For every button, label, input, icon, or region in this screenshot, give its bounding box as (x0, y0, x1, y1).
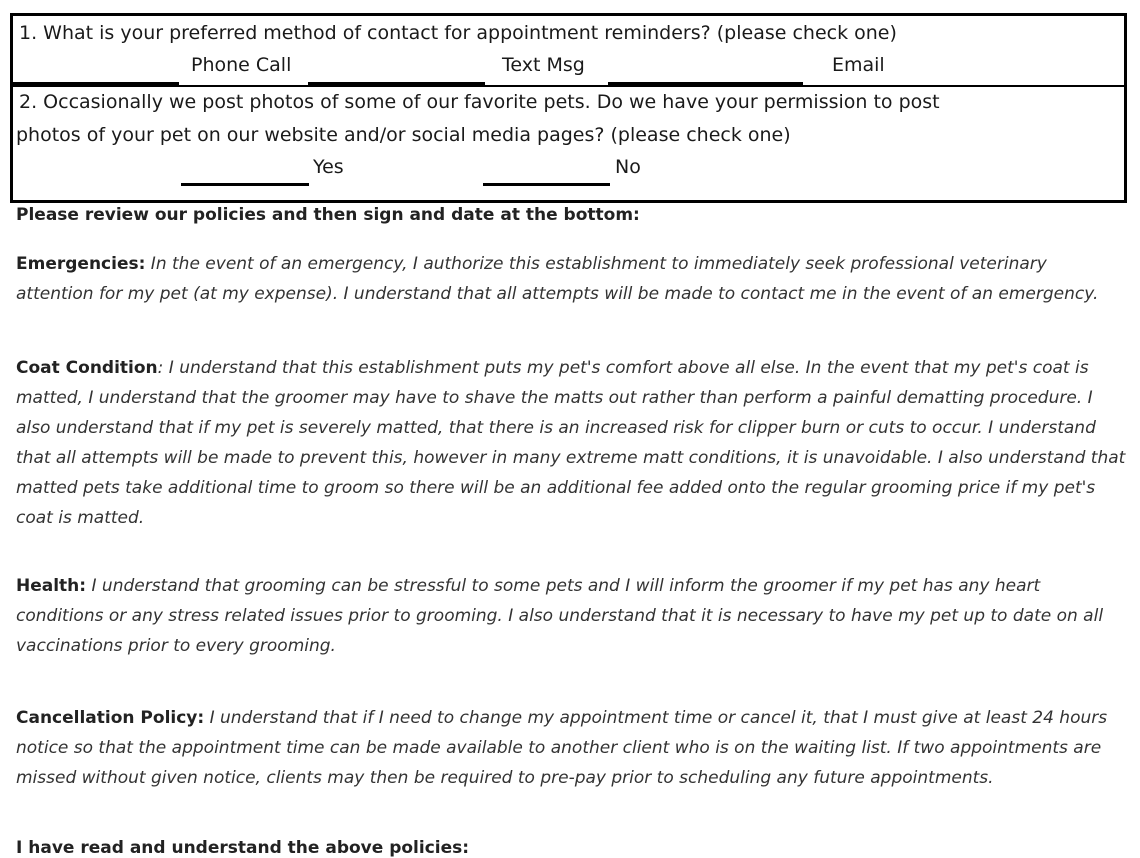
acknowledgement-text: I have read and understand the above policies: (16, 838, 470, 858)
policy-title: Emergencies: (16, 254, 146, 274)
text-msg-option-label: Text Msg (502, 54, 585, 76)
policy-body: I understand that if I need to change my appointment time or cancel it, that I must give at least 24 hours notice so that the appointment time can be made available to another client who is on the waiting list. If two appointments are missed without given notice, clients may then be required to pre-pay prior to scheduling any future appointments. (16, 708, 1108, 788)
email-option-label: Email (832, 54, 885, 76)
no-option-label: No (615, 156, 641, 178)
yes-option-label: Yes (313, 156, 344, 178)
policy-cancellation (16, 703, 1126, 793)
policy-title: Health: (16, 576, 87, 596)
policy-coat-condition (16, 353, 1126, 533)
policy-emergencies (16, 249, 1126, 309)
policy-title: Coat Condition (16, 358, 158, 378)
questions-box (10, 13, 1127, 203)
policy-body: In the event of an emergency, I authorize this establishment to immediately seek professional veterinary attention for my pet (at my expense). I understand that all attempts will be made to contact me in the event of an emergency. (16, 254, 1099, 304)
no-checkbox-line[interactable] (483, 183, 610, 186)
question-2-line-1: 2. Occasionally we post photos of some of our favorite pets. Do we have your permission to post (19, 91, 940, 113)
question-1-text: 1. What is your preferred method of contact for appointment reminders? (please check one) (19, 22, 897, 44)
policy-body: : I understand that this establishment puts my pet's comfort above all else. In the event that my pet's coat is matted, I understand that the groomer may have to shave the matts out rather than perform a painful dematting procedure. I also understand that if my pet is severely matted, that there is an increased risk for clipper burn or cuts to occur. I understand that all attempts will be made to prevent this, however in many extreme matt conditions, it is unavoidable. I also understand that matted pets take additional time to groom so there will be an additional fee added onto the regular grooming price if my pet's coat is matted. (16, 358, 1126, 528)
policies-heading: Please review our policies and then sign and date at the bottom: (16, 205, 640, 225)
policy-body: I understand that grooming can be stressful to some pets and I will inform the groomer if my pet has any heart conditions or any stress related issues prior to grooming. I also understand that it is necessary to have my pet up to date on all vaccinations prior to every grooming. (16, 576, 1104, 656)
question-2-line-2: photos of your pet on our website and/or social media pages? (please check one) (16, 124, 791, 146)
yes-checkbox-line[interactable] (181, 183, 309, 186)
phone-call-option-label: Phone Call (191, 54, 292, 76)
policy-title: Cancellation Policy: (16, 708, 205, 728)
policy-health (16, 571, 1126, 661)
